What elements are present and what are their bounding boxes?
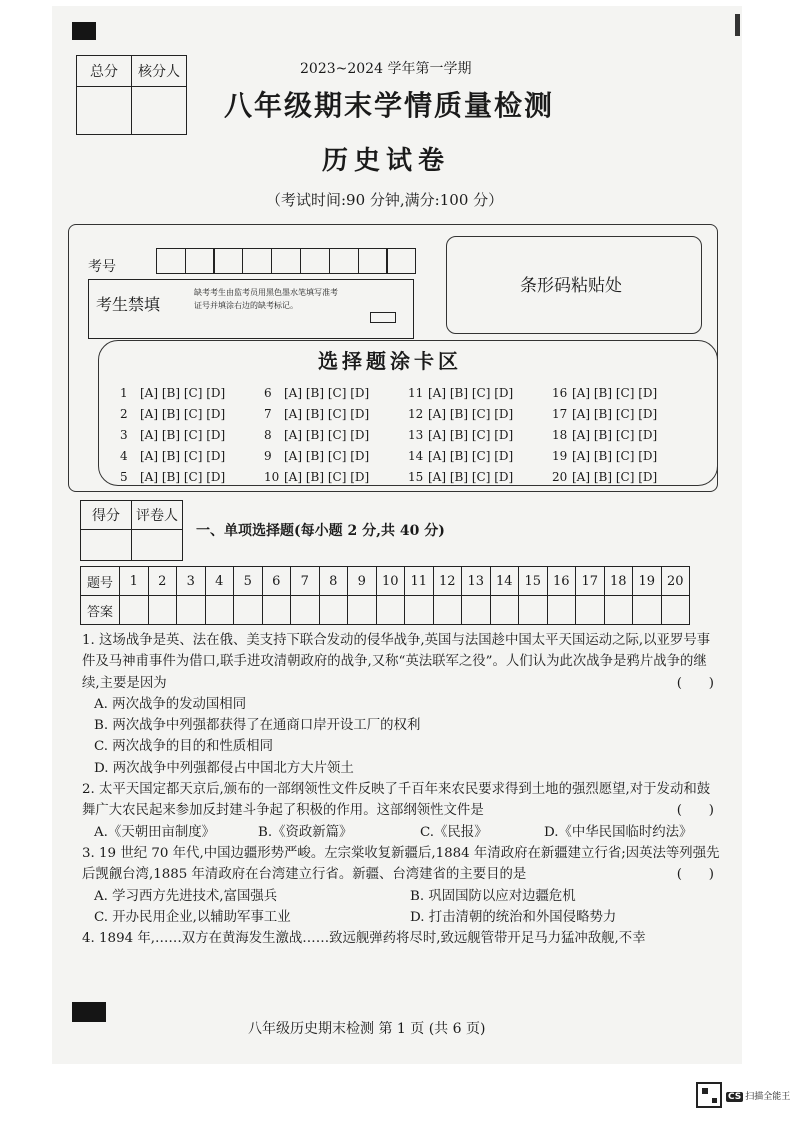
bubble-row[interactable] — [408, 446, 513, 467]
answer-cell[interactable] — [604, 596, 633, 625]
option-row — [82, 907, 720, 928]
bubble-row[interactable] — [552, 467, 657, 488]
answer-cell[interactable] — [120, 596, 149, 625]
question-1 — [82, 630, 720, 694]
bubble-row[interactable] — [264, 383, 369, 404]
exam-number-box[interactable] — [213, 248, 243, 274]
bubble-row[interactable] — [552, 404, 657, 425]
question-list — [82, 630, 720, 949]
option: B. 巩固国防以应对边疆危机 — [410, 888, 576, 904]
answer-cell[interactable] — [291, 596, 320, 625]
bubble-options[interactable]: [A] [B] [C] [D] — [572, 428, 658, 442]
grid-number: 5 — [234, 567, 263, 596]
question-number: 16 — [552, 386, 568, 400]
option: C. 开办民用企业,以辅助军事工业 — [94, 909, 291, 925]
registration-mark-top — [72, 22, 96, 40]
page-footer: 八年级历史期末检测 第 1 页 (共 6 页) — [248, 1021, 486, 1037]
question-stem: 2. 太平天国定都天京后,颁布的一部纲领性文件反映了千百年来农民要求得到土地的强烈愿望,对于发动和鼓舞广大农民起来参加反封建斗争起了积极的作用。这部纲领性文件是 — [82, 782, 711, 819]
score-cell — [81, 530, 132, 561]
bubble-row[interactable] — [408, 383, 513, 404]
bubble-row[interactable] — [120, 425, 225, 446]
question-number: 18 — [552, 428, 568, 442]
option: D. 两次战争中列强都侵占中国北方大片领土 — [94, 760, 354, 776]
barcode-label: 条形码粘贴处 — [520, 276, 622, 296]
bubble-options[interactable]: [A] [B] [C] [D] — [572, 407, 658, 421]
option: A. 两次战争的发动国相同 — [94, 696, 247, 712]
answer-cell[interactable] — [205, 596, 234, 625]
question-number: 14 — [408, 449, 424, 463]
grid-number: 12 — [433, 567, 462, 596]
bubble-row[interactable] — [120, 404, 225, 425]
total-score-box — [76, 55, 187, 135]
grid-number: 16 — [547, 567, 576, 596]
grid-header-answer: 答案 — [81, 596, 120, 625]
question-4: 4. 1894 年,……双方在黄海发生激战……致远舰弹药将尽时,致远舰管带开足马力猛冲敌舰,不幸 — [82, 931, 646, 947]
grid-number: 11 — [405, 567, 434, 596]
grader-label: 评卷人 — [132, 501, 183, 530]
grid-number: 4 — [205, 567, 234, 596]
grader-cell — [132, 530, 183, 561]
grid-number: 18 — [604, 567, 633, 596]
grid-number: 14 — [490, 567, 519, 596]
bubble-options[interactable]: [A] [B] [C] [D] — [140, 449, 226, 463]
option: B.《资政新篇》 — [258, 824, 353, 840]
bubble-column-1 — [120, 383, 225, 488]
scanner-watermark — [696, 1082, 790, 1108]
score-label: 得分 — [81, 501, 132, 530]
exam-number-box[interactable] — [271, 248, 301, 274]
bubble-options[interactable]: [A] [B] [C] [D] — [428, 386, 514, 400]
bubble-options[interactable]: [A] [B] [C] [D] — [572, 386, 658, 400]
grid-number: 8 — [319, 567, 348, 596]
section-heading: 一、单项选择题(每小题 2 分,共 40 分) — [196, 523, 445, 539]
school-year: 2023~2024 学年第一学期 — [300, 61, 472, 77]
answer-cell[interactable] — [348, 596, 377, 625]
option: C.《民报》 — [420, 824, 488, 840]
bubble-options[interactable]: [A] [B] [C] [D] — [140, 407, 226, 421]
answer-cell[interactable] — [633, 596, 662, 625]
question-number: 17 — [552, 407, 568, 421]
grid-number: 7 — [291, 567, 320, 596]
question-number: 3 — [120, 428, 128, 442]
bubble-options[interactable]: [A] [B] [C] [D] — [284, 386, 370, 400]
exam-number-boxes — [157, 248, 416, 274]
page-edge-mark — [735, 14, 740, 36]
exam-number-box[interactable] — [329, 248, 359, 274]
grid-number: 19 — [633, 567, 662, 596]
option: D. 打击清朝的统治和外国侵略势力 — [410, 909, 617, 925]
exam-number-box[interactable] — [358, 248, 388, 274]
answer-cell[interactable] — [519, 596, 548, 625]
total-score-cell — [77, 87, 132, 135]
answer-cell[interactable] — [148, 596, 177, 625]
grid-header-question: 题号 — [81, 567, 120, 596]
question-number: 11 — [408, 386, 424, 400]
choice-area-title: 选择题涂卡区 — [318, 349, 462, 373]
bubble-options[interactable]: [A] [B] [C] [D] — [140, 386, 226, 400]
bubble-options[interactable]: [A] [B] [C] [D] — [572, 449, 658, 463]
answer-blank: ( ) — [676, 803, 714, 819]
option: C. 两次战争的目的和性质相同 — [94, 739, 273, 755]
answer-cell[interactable] — [433, 596, 462, 625]
exam-number-box[interactable] — [185, 248, 215, 274]
bubble-row[interactable] — [264, 404, 369, 425]
answer-cell[interactable] — [262, 596, 291, 625]
option-row — [82, 822, 720, 843]
bubble-options[interactable]: [A] [B] [C] [D] — [428, 428, 514, 442]
answer-cell[interactable] — [576, 596, 605, 625]
question-3 — [82, 843, 720, 886]
question-number: 6 — [264, 386, 272, 400]
answer-blank: ( ) — [676, 867, 714, 883]
grid-number: 13 — [462, 567, 491, 596]
bubble-row[interactable] — [264, 467, 369, 488]
absence-instructions: 缺考考生由监考员用黑色墨水笔填写准考证号并填涂右边的缺考标记。 — [194, 288, 338, 310]
checker-label: 核分人 — [132, 56, 187, 87]
bubble-options[interactable]: [A] [B] [C] [D] — [428, 449, 514, 463]
question-stem: 3. 19 世纪 70 年代,中国边疆形势严峻。左宗棠收复新疆后,1884 年清政府在新疆建立行省;因英法等列强先后觊觎台湾,1885 年清政府在台湾建立行省。新疆、台湾建省的主要目的是 — [82, 845, 720, 883]
bubble-row[interactable] — [552, 383, 657, 404]
scanner-label — [726, 1089, 790, 1102]
option: D.《中华民国临时约法》 — [544, 824, 693, 840]
bubble-row[interactable] — [264, 446, 369, 467]
registration-mark-bottom — [72, 1002, 106, 1022]
scanner-name: 扫描全能王 — [745, 1091, 791, 1102]
bubble-options[interactable]: [A] [B] [C] [D] — [284, 428, 370, 442]
exam-title: 八年级期末学情质量检测 — [224, 89, 555, 122]
bubble-column-3 — [408, 383, 513, 488]
option-row — [82, 886, 720, 907]
question-number: 7 — [264, 407, 272, 421]
exam-number-box[interactable] — [386, 248, 416, 274]
bubble-row[interactable] — [120, 467, 225, 488]
bubble-row[interactable] — [408, 467, 513, 488]
bubble-row[interactable] — [408, 404, 513, 425]
bubble-options[interactable]: [A] [B] [C] [D] — [284, 407, 370, 421]
option: B. 两次战争中列强都获得了在通商口岸开设工厂的权利 — [94, 718, 421, 734]
grid-number: 10 — [376, 567, 405, 596]
scanner-badge: CS — [728, 1091, 742, 1102]
question-number: 8 — [264, 428, 272, 442]
exam-number-label: 考号 — [88, 259, 116, 275]
grid-number: 20 — [661, 567, 690, 596]
bubble-row[interactable] — [264, 425, 369, 446]
bubble-row[interactable] — [552, 446, 657, 467]
option: A. 学习西方先进技术,富国强兵 — [94, 888, 278, 904]
bubble-column-2 — [264, 383, 369, 488]
bubble-options[interactable]: [A] [B] [C] [D] — [428, 470, 514, 484]
bubble-row[interactable] — [408, 425, 513, 446]
bubble-options[interactable]: [A] [B] [C] [D] — [284, 470, 370, 484]
checker-cell — [132, 87, 187, 135]
question-number: 2 — [120, 407, 128, 421]
exam-number-box[interactable] — [300, 248, 330, 274]
answer-grid — [80, 566, 690, 625]
absence-mark-box[interactable] — [370, 312, 396, 323]
answer-cell[interactable] — [177, 596, 206, 625]
grid-number: 15 — [519, 567, 548, 596]
question-number: 15 — [408, 470, 424, 484]
question-number: 1 — [120, 386, 128, 400]
answer-cell[interactable] — [234, 596, 263, 625]
bubble-column-4 — [552, 383, 657, 488]
answer-cell[interactable] — [405, 596, 434, 625]
grid-number: 3 — [177, 567, 206, 596]
question-2 — [82, 779, 720, 822]
answer-cell[interactable] — [661, 596, 690, 625]
answer-cell[interactable] — [376, 596, 405, 625]
bubble-row[interactable] — [120, 383, 225, 404]
question-number: 4 — [120, 449, 128, 463]
grader-box — [80, 500, 183, 561]
question-number: 9 — [264, 449, 272, 463]
qr-code-icon — [696, 1082, 722, 1108]
no-fill-label: 考生禁填 — [96, 295, 161, 314]
question-stem: 1. 这场战争是英、法在俄、美支持下联合发动的侵华战争,英国与法国趁中国太平天国运动之际,以亚罗号事件及马神甫事件为借口,联手进攻清朝政府的战争,又称“英法联军之役”。人们认为此次战争是鸦片战争的继续,主要是因为 — [82, 633, 711, 691]
bubble-options[interactable]: [A] [B] [C] [D] — [140, 470, 226, 484]
grid-number: 17 — [576, 567, 605, 596]
exam-number-box[interactable] — [156, 248, 186, 274]
answer-cell[interactable] — [319, 596, 348, 625]
option: A.《天朝田亩制度》 — [94, 824, 216, 840]
grid-number: 6 — [262, 567, 291, 596]
bubble-options[interactable]: [A] [B] [C] [D] — [140, 428, 226, 442]
bubble-options[interactable]: [A] [B] [C] [D] — [428, 407, 514, 421]
bubble-row[interactable] — [552, 425, 657, 446]
question-number: 19 — [552, 449, 568, 463]
question-number: 20 — [552, 470, 568, 484]
total-score-label: 总分 — [77, 56, 132, 87]
question-number: 5 — [120, 470, 128, 484]
bubble-options[interactable]: [A] [B] [C] [D] — [572, 470, 658, 484]
exam-number-box[interactable] — [242, 248, 272, 274]
grid-number: 2 — [148, 567, 177, 596]
answer-blank: ( ) — [676, 675, 714, 691]
question-number: 13 — [408, 428, 424, 442]
bubble-row[interactable] — [120, 446, 225, 467]
exam-info: （考试时间:90 分钟,满分:100 分） — [266, 191, 504, 209]
grid-number: 1 — [120, 567, 149, 596]
bubble-options[interactable]: [A] [B] [C] [D] — [284, 449, 370, 463]
question-number: 12 — [408, 407, 424, 421]
answer-cell[interactable] — [547, 596, 576, 625]
exam-subtitle: 历史试卷 — [322, 146, 451, 176]
question-number: 10 — [264, 470, 280, 484]
answer-cell[interactable] — [490, 596, 519, 625]
grid-number: 9 — [348, 567, 377, 596]
answer-cell[interactable] — [462, 596, 491, 625]
